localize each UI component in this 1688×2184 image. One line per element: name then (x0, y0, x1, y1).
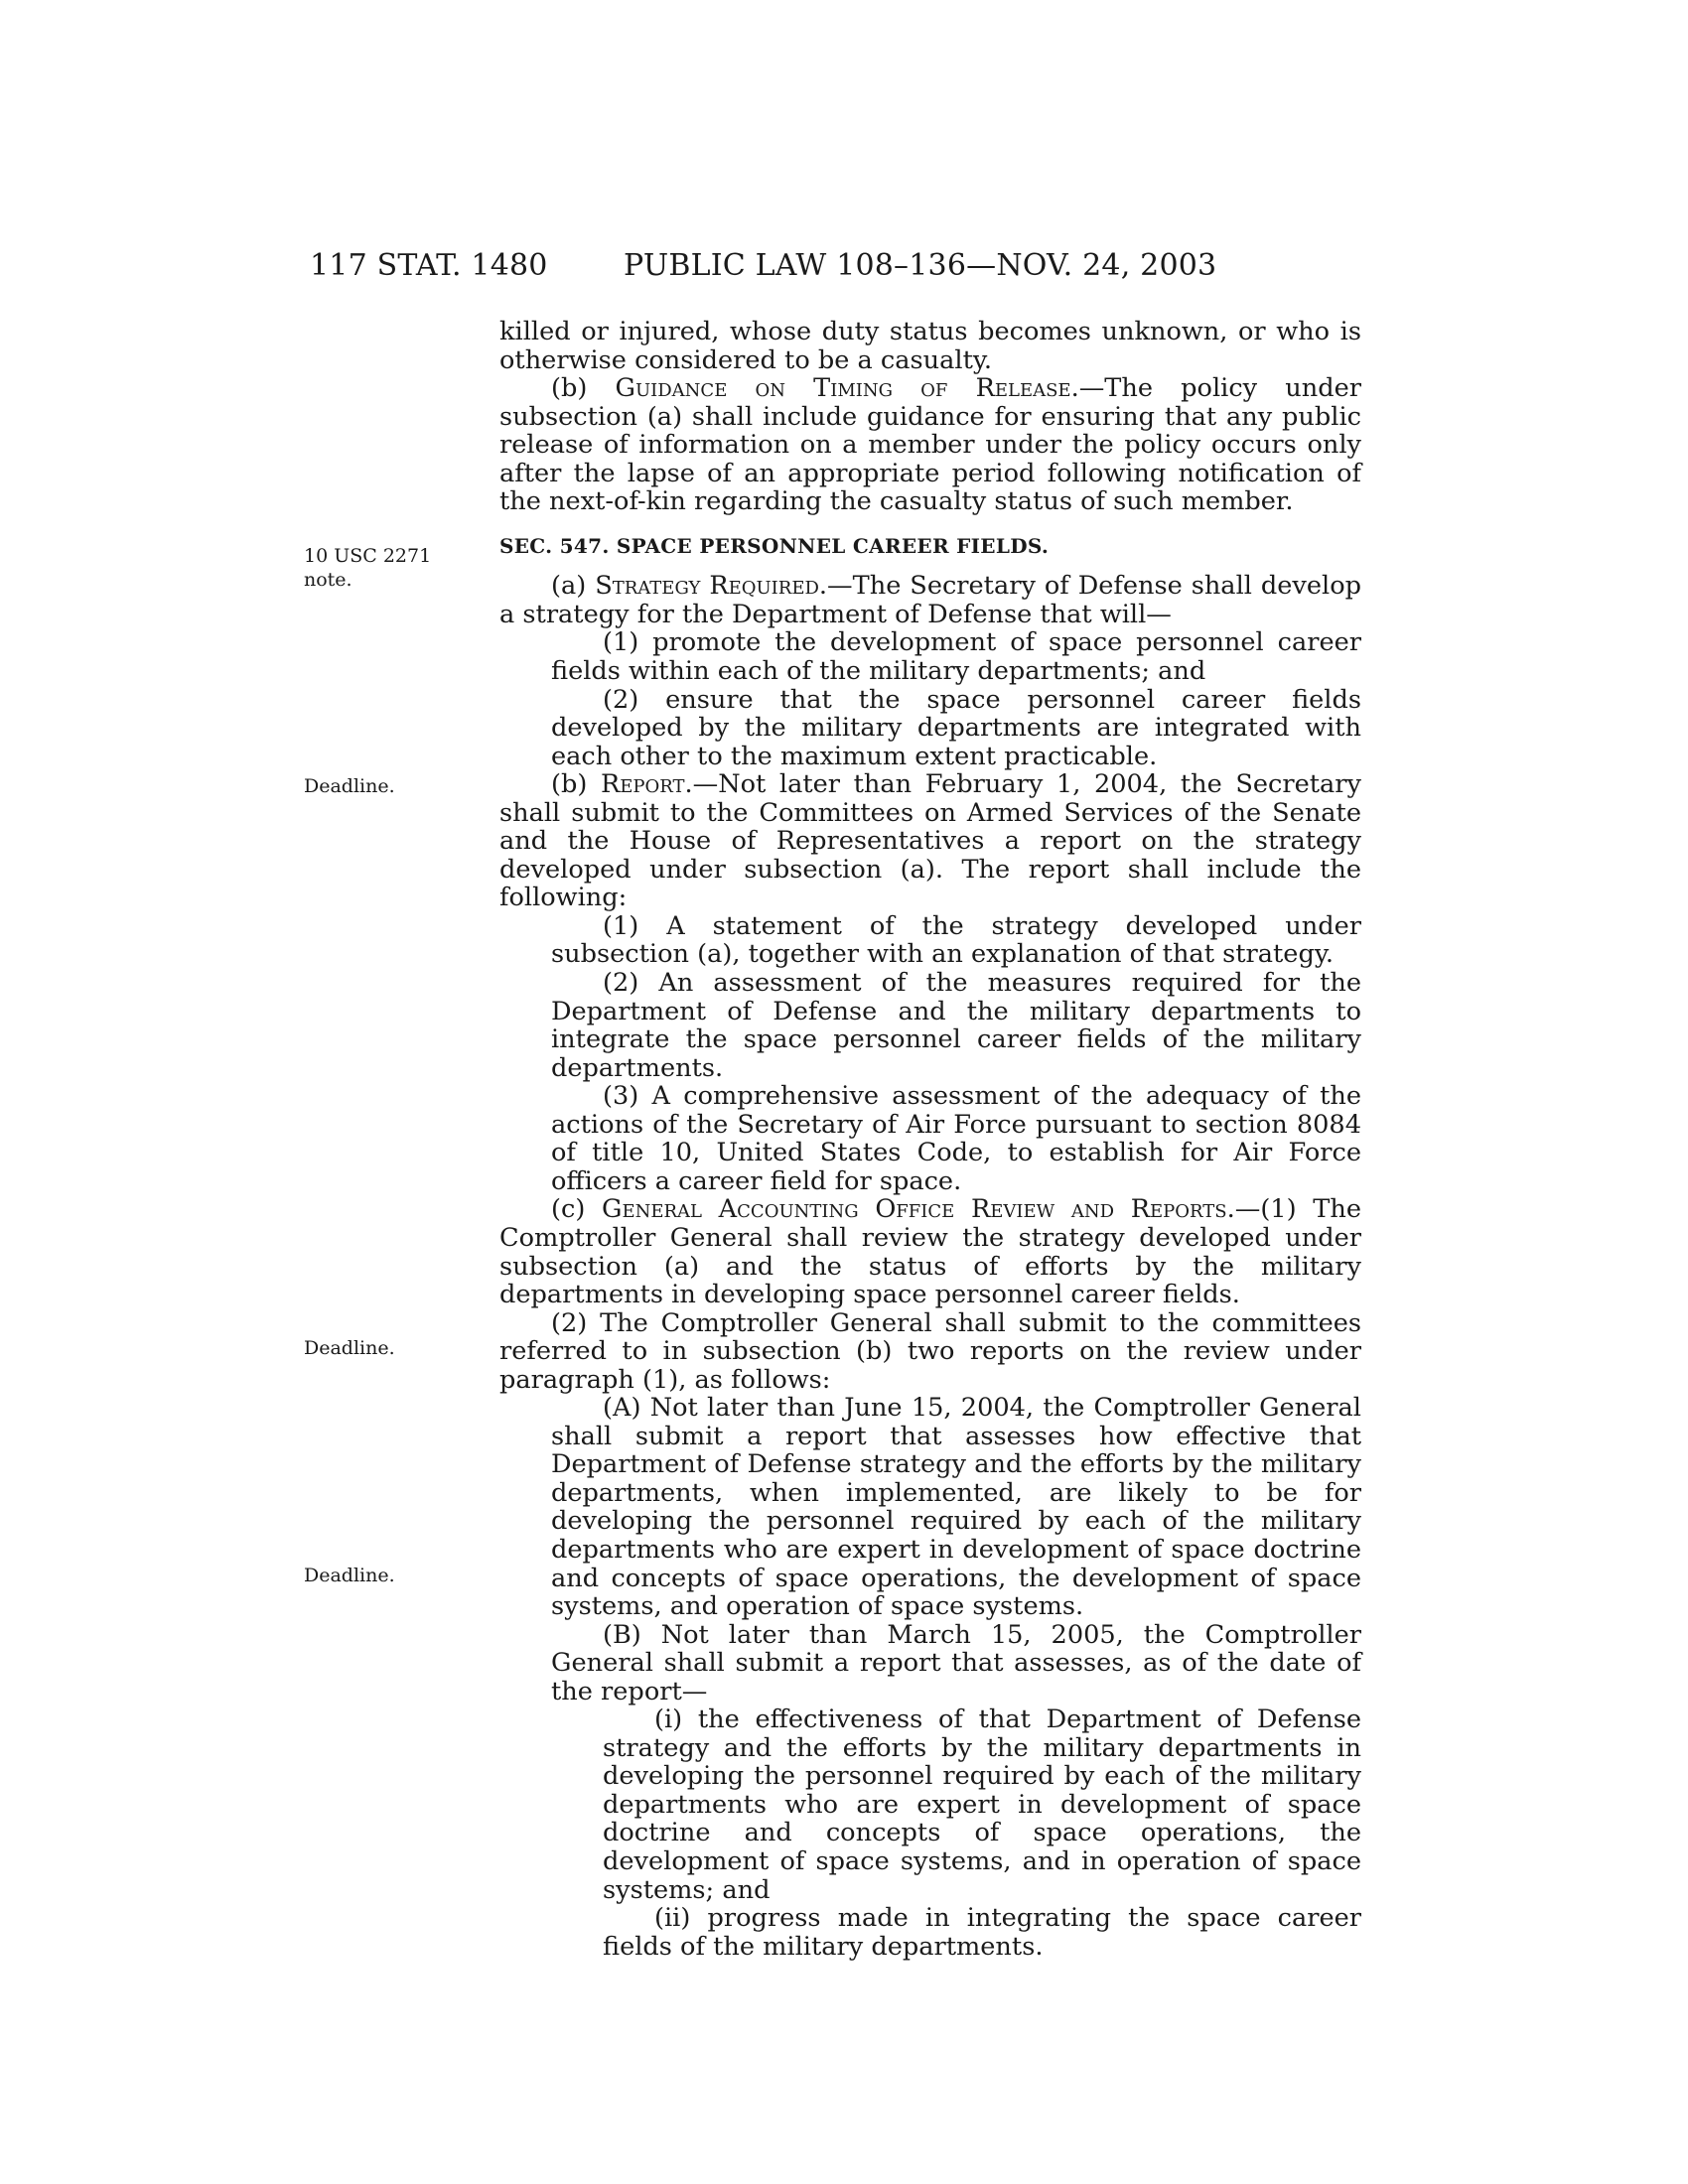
page-header (310, 246, 1362, 286)
subsection-text: .—(1) The Comptroller General shall review the strategy developed under subsection (a) and the status of efforts by the military departments in developing space personnel career fields. (499, 1194, 1361, 1310)
paragraph-b1: (1) A statement of the strategy developed under subsection (a), together with an explanation of that strategy. (551, 910, 1361, 970)
margin-note-deadline: Deadline. (304, 775, 395, 797)
section-heading: SEC. 547. SPACE PERSONNEL CAREER FIELDS. (499, 533, 1050, 558)
document-body (499, 318, 1361, 1961)
paragraph-casualty-continuation: killed or injured, whose duty status becomes unknown, or who is otherwise considered to be a casualty. (499, 317, 1361, 375)
subsection-heading: Guidance on Timing of Release (615, 373, 1071, 404)
subsection-label: (b) (551, 769, 601, 800)
subsection-heading: Strategy Required (595, 571, 819, 602)
subsection-c-gao (499, 1195, 1361, 1308)
subsection-heading: General Accounting Office Review and Reports (602, 1194, 1227, 1225)
clause-cBii: (ii) progress made in integrating the space career fields of the military departments. (603, 1903, 1361, 1962)
subsection-text: .—The policy under subsection (a) shall include guidance for ensuring that any public release of information on a member under the policy occurs only after the lapse of an appropriate period following notification of the next-of-kin regarding the casualty status of such member. (499, 373, 1361, 517)
subsection-label: (c) (551, 1194, 602, 1225)
subsection-text: .—Not later than February 1, 2004, the Secretary shall submit to the Committees on Armed Services of the Senate and the House of Representatives a report on the strategy developed under subsection (a). The report shall include the following: (499, 769, 1361, 913)
usc-citation: 10 USC 2271 (304, 545, 432, 567)
paragraph-a2: (2) ensure that the space personnel career fields developed by the military departments are integrated with each other to the maximum extent practicable. (551, 684, 1361, 771)
subsection-label: (a) (551, 571, 596, 602)
public-law-reference: PUBLIC LAW 108–136—NOV. 24, 2003 (624, 248, 1217, 283)
subsection-text: .—The Secretary of Defense shall develop a strategy for the Department of Defense that will— (499, 571, 1361, 629)
usc-citation-note: note. (304, 569, 352, 591)
subsection-b-report (499, 770, 1361, 912)
paragraph-c2: (2) The Comptroller General shall submit to the committees referred to in subsection (b) two reports on the review under paragraph (1), as follows: (499, 1307, 1361, 1395)
paragraph-a1: (1) promote the development of space personnel career fields within each of the military departments; and (551, 627, 1361, 687)
margin-note-usc (304, 544, 453, 592)
subsection-heading: Report (600, 769, 685, 800)
subsection-b-timing (499, 374, 1361, 516)
subparagraph-cA: (A) Not later than June 15, 2004, the Comptroller General shall submit a report that assesses how effective that Department of Defense strategy and the efforts by the military departments, when implemented, are likely to be for developing the personnel required by each of the military departments who are expert in development of space doctrine and concepts of space operations, the development of space systems, and operation of space systems. (551, 1393, 1361, 1622)
margin-note-deadline: Deadline. (304, 1565, 395, 1586)
paragraph-b2: (2) An assessment of the measures required for the Department of Defense and the military departments to integrate the space personnel career fields of the military departments. (551, 968, 1361, 1083)
subsection-a-strategy (499, 572, 1361, 628)
clause-cBi: (i) the effectiveness of that Department of Defense strategy and the efforts by the military departments in developing the personnel required by each of the military departments who are expert in development of space doctrine and concepts of space operations, the development of space systems, and in operation of space systems; and (603, 1705, 1361, 1905)
subparagraph-cB: (B) Not later than March 15, 2005, the Comptroller General shall submit a report that assesses, as of the date of the report— (551, 1619, 1361, 1706)
margin-note-deadline: Deadline. (304, 1337, 395, 1359)
statute-page-reference: 117 STAT. 1480 (310, 248, 548, 283)
subsection-label: (b) (551, 373, 616, 404)
paragraph-b3: (3) A comprehensive assessment of the adequacy of the actions of the Secretary of Air Force pursuant to section 8084 of title 10, United States Code, to establish for Air Force officers a career field for space. (551, 1081, 1361, 1196)
